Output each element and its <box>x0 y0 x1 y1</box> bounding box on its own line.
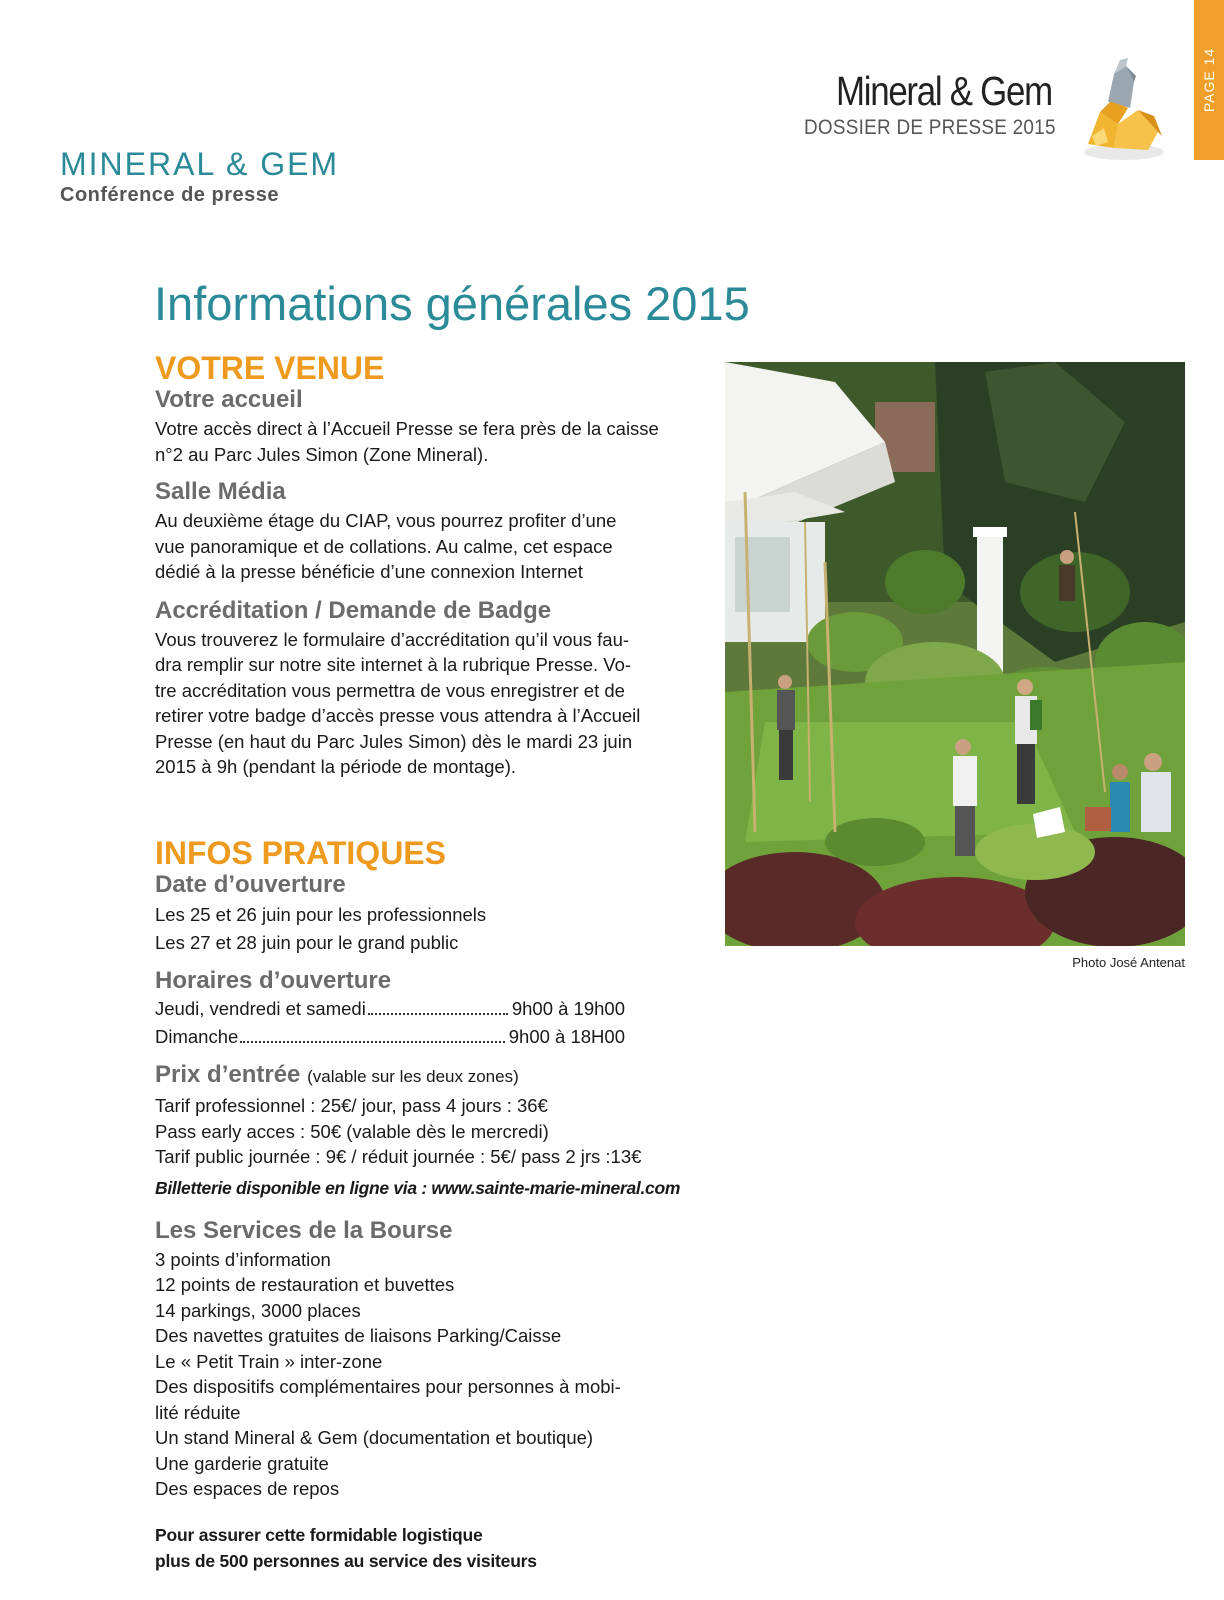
list-item: Le « Petit Train » inter-zone <box>155 1350 383 1372</box>
venue-title: VOTRE VENUE <box>155 350 385 386</box>
dates-line: Les 25 et 26 juin pour les professionnels <box>155 904 487 925</box>
badge-line: dra remplir sur notre site internet à la rubrique Presse. Vo- <box>155 654 632 675</box>
hours-heading: Horaires d’ouverture <box>155 967 392 994</box>
services-footer: Pour assurer cette formidable logistique <box>155 1524 483 1545</box>
list-item: 14 parkings, 3000 places <box>155 1299 361 1321</box>
crystal-icon <box>1078 52 1170 162</box>
badge-heading: Accréditation / Demande de Badge <box>155 596 552 624</box>
brand-title: MINERAL & GEM <box>60 146 340 182</box>
page-number-label: PAGE 14 <box>1201 47 1217 113</box>
leader-dots <box>240 1041 504 1043</box>
media-heading: Salle Média <box>155 478 286 505</box>
badge-line: 2015 à 9h (pendant la période de montage). <box>155 756 517 777</box>
badge-line: Presse (en haut du Parc Jules Simon) dès le mardi 23 juin <box>155 730 633 752</box>
list-item: Une garderie gratuite <box>155 1452 329 1474</box>
brand-subtitle: Conférence de presse <box>60 184 279 206</box>
services-heading: Les Services de la Bourse <box>155 1216 453 1244</box>
venue-section <box>155 350 685 780</box>
list-item: Un stand Mineral & Gem (documentation et boutique) <box>155 1427 594 1448</box>
prices-heading-row <box>155 1061 685 1091</box>
media-line: dédié à la presse bénéficie d’une connexion Internet <box>155 561 583 582</box>
hours-value: 9h00 à 18H00 <box>508 1026 625 1047</box>
hours-value: 9h00 à 19h00 <box>511 998 625 1019</box>
ticketing-link[interactable]: Billetterie disponible en ligne via : www.sainte-marie-mineral.com <box>155 1177 681 1198</box>
hours-row <box>155 1023 625 1051</box>
dates-line: Les 27 et 28 juin pour le grand public <box>155 932 459 953</box>
price-line: Tarif public journée : 9€ / réduit journée : 5€/ pass 2 jrs :13€ <box>155 1146 642 1167</box>
hours-row <box>155 995 625 1023</box>
logo-title: Mineral & Gem <box>836 68 1052 114</box>
price-line: Tarif professionnel : 25€/ jour, pass 4 jours : 36€ <box>155 1095 548 1116</box>
photo-credit: Photo José Antenat <box>1072 955 1185 970</box>
page-number-tab <box>1194 0 1224 160</box>
infos-section <box>155 835 685 1574</box>
brand-block <box>60 146 339 207</box>
hours-label: Jeudi, vendredi et samedi <box>155 998 366 1019</box>
list-item: Des dispositifs complémentaires pour personnes à mobi- <box>155 1376 621 1397</box>
list-item: 3 points d’information <box>155 1248 331 1270</box>
garden-photo <box>725 362 1185 946</box>
page-title: Informations générales 2015 <box>154 277 750 330</box>
list-item: Des navettes gratuites de liaisons Parking/Caisse <box>155 1325 562 1346</box>
accueil-line: n°2 au Parc Jules Simon (Zone Mineral). <box>155 444 489 465</box>
hours-label: Dimanche <box>155 1026 239 1047</box>
accueil-line: Votre accès direct à l’Accueil Presse se fera près de la caisse <box>155 418 659 439</box>
infos-title: INFOS PRATIQUES <box>155 835 446 871</box>
badge-line: tre accréditation vous permettra de vous enregistrer et de <box>155 679 625 701</box>
badge-line: retirer votre badge d’accès presse vous attendra à l’Accueil <box>155 705 641 726</box>
badge-line: Vous trouverez le formulaire d’accréditation qu’il vous fau- <box>155 628 630 650</box>
prices-heading: Prix d’entrée <box>155 1061 301 1088</box>
services-list <box>155 1247 685 1502</box>
mineral-gem-logo <box>800 52 1170 162</box>
media-line: Au deuxième étage du CIAP, vous pourrez profiter d’une <box>155 510 617 531</box>
price-line: Pass early acces : 50€ (valable dès le mercredi) <box>155 1120 549 1142</box>
logo-subtitle: DOSSIER DE PRESSE 2015 <box>804 116 1056 139</box>
services-footer: plus de 500 personnes au service des visiteurs <box>155 1550 537 1571</box>
list-item: 12 points de restauration et buvettes <box>155 1274 455 1295</box>
list-item: lité réduite <box>155 1401 241 1423</box>
prices-note: (valable sur les deux zones) <box>307 1067 519 1086</box>
media-line: vue panoramique et de collations. Au calme, cet espace <box>155 535 613 557</box>
list-item: Des espaces de repos <box>155 1478 340 1499</box>
accueil-heading: Votre accueil <box>155 386 303 413</box>
garden-scene-image <box>725 362 1185 946</box>
dates-heading: Date d’ouverture <box>155 871 346 898</box>
leader-dots <box>368 1013 508 1015</box>
